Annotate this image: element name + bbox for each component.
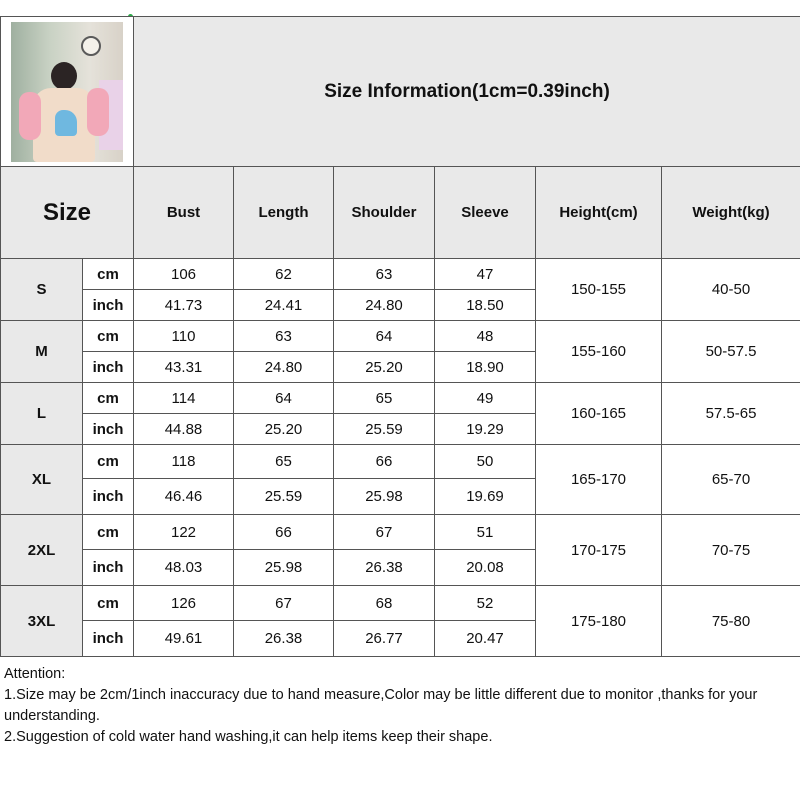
length-inch: 25.98 — [234, 550, 334, 586]
height-range: 165-170 — [536, 445, 662, 515]
height-range: 175-180 — [536, 586, 662, 657]
shoulder-inch: 26.77 — [334, 621, 435, 657]
weight-range: 65-70 — [662, 445, 800, 515]
bust-cm: 122 — [134, 515, 234, 550]
bust-cm: 106 — [134, 259, 234, 290]
sleeve-inch: 18.50 — [435, 290, 536, 321]
height-range: 155-160 — [536, 321, 662, 383]
shoulder-inch: 24.80 — [334, 290, 435, 321]
weight-range: 70-75 — [662, 515, 800, 586]
table-row — [1, 586, 800, 621]
length-cm: 66 — [234, 515, 334, 550]
sleeve-cm: 48 — [435, 321, 536, 352]
shoulder-inch: 25.59 — [334, 414, 435, 445]
shoulder-inch: 25.20 — [334, 352, 435, 383]
bust-inch: 41.73 — [134, 290, 234, 321]
size-label: S — [1, 259, 83, 321]
size-label: 2XL — [1, 515, 83, 586]
sleeve-inch: 19.29 — [435, 414, 536, 445]
length-inch: 25.20 — [234, 414, 334, 445]
attention-note-2: 2.Suggestion of cold water hand washing,it can help items keep their shape. — [4, 729, 493, 745]
sleeve-inch: 20.47 — [435, 621, 536, 657]
table-row — [1, 383, 800, 414]
length-inch: 24.41 — [234, 290, 334, 321]
sleeve-cm: 50 — [435, 445, 536, 479]
length-cm: 62 — [234, 259, 334, 290]
length-column-header: Length — [234, 167, 334, 259]
shoulder-cm: 65 — [334, 383, 435, 414]
shoulder-inch: 25.98 — [334, 479, 435, 515]
clock-icon — [81, 36, 101, 56]
table-row — [1, 515, 800, 550]
shoulder-cm: 68 — [334, 586, 435, 621]
length-inch: 25.59 — [234, 479, 334, 515]
unit-label-inch: inch — [83, 414, 134, 445]
weight-range: 75-80 — [662, 586, 800, 657]
unit-label-cm: cm — [83, 586, 134, 621]
sleeve-cm: 51 — [435, 515, 536, 550]
shoulder-inch: 26.38 — [334, 550, 435, 586]
title-row — [1, 17, 800, 167]
size-label: L — [1, 383, 83, 445]
unit-label-cm: cm — [83, 321, 134, 352]
attention-notes — [4, 664, 796, 748]
length-cm: 63 — [234, 321, 334, 352]
length-cm: 64 — [234, 383, 334, 414]
sleeve-inch: 19.69 — [435, 479, 536, 515]
unit-label-inch: inch — [83, 352, 134, 383]
sleeve-inch: 18.90 — [435, 352, 536, 383]
size-column-header: Size — [1, 167, 134, 259]
shoulder-cm: 63 — [334, 259, 435, 290]
weight-range: 57.5-65 — [662, 383, 800, 445]
sleeve-cm: 52 — [435, 586, 536, 621]
bust-inch: 44.88 — [134, 414, 234, 445]
table-row — [1, 445, 800, 479]
weight-range: 40-50 — [662, 259, 800, 321]
bust-cm: 118 — [134, 445, 234, 479]
unit-label-inch: inch — [83, 550, 134, 586]
attention-note-1: 1.Size may be 2cm/1inch inaccuracy due to hand measure,Color may be little different due to monitor ,thanks for your understanding. — [4, 687, 758, 724]
height-range: 150-155 — [536, 259, 662, 321]
sleeve-inch: 20.08 — [435, 550, 536, 586]
sleeve-column-header: Sleeve — [435, 167, 536, 259]
product-photo — [11, 22, 123, 162]
table-row — [1, 321, 800, 352]
bust-cm: 114 — [134, 383, 234, 414]
height-column-header: Height(cm) — [536, 167, 662, 259]
unit-label-inch: inch — [83, 290, 134, 321]
page-title: Size Information(1cm=0.39inch) — [134, 17, 800, 167]
unit-label-inch: inch — [83, 479, 134, 515]
unit-label-inch: inch — [83, 621, 134, 657]
attention-heading: Attention: — [4, 666, 66, 682]
sleeve-cm: 49 — [435, 383, 536, 414]
product-photo-cell — [1, 17, 134, 167]
shoulder-cm: 66 — [334, 445, 435, 479]
unit-label-cm: cm — [83, 383, 134, 414]
sleeve-cm: 47 — [435, 259, 536, 290]
length-inch: 24.80 — [234, 352, 334, 383]
bust-inch: 46.46 — [134, 479, 234, 515]
size-label: M — [1, 321, 83, 383]
size-label: XL — [1, 445, 83, 515]
shoulder-cm: 64 — [334, 321, 435, 352]
height-range: 160-165 — [536, 383, 662, 445]
bust-column-header: Bust — [134, 167, 234, 259]
bust-inch: 48.03 — [134, 550, 234, 586]
table-row — [1, 259, 800, 290]
size-label: 3XL — [1, 586, 83, 657]
bust-cm: 126 — [134, 586, 234, 621]
weight-column-header: Weight(kg) — [662, 167, 800, 259]
shoulder-cm: 67 — [334, 515, 435, 550]
unit-label-cm: cm — [83, 515, 134, 550]
dinosaur-print-icon — [55, 110, 77, 136]
bust-inch: 49.61 — [134, 621, 234, 657]
length-cm: 67 — [234, 586, 334, 621]
shoulder-column-header: Shoulder — [334, 167, 435, 259]
unit-label-cm: cm — [83, 259, 134, 290]
size-table — [0, 16, 800, 657]
bust-inch: 43.31 — [134, 352, 234, 383]
unit-label-cm: cm — [83, 445, 134, 479]
header-row — [1, 167, 800, 259]
weight-range: 50-57.5 — [662, 321, 800, 383]
bust-cm: 110 — [134, 321, 234, 352]
length-cm: 65 — [234, 445, 334, 479]
height-range: 170-175 — [536, 515, 662, 586]
length-inch: 26.38 — [234, 621, 334, 657]
